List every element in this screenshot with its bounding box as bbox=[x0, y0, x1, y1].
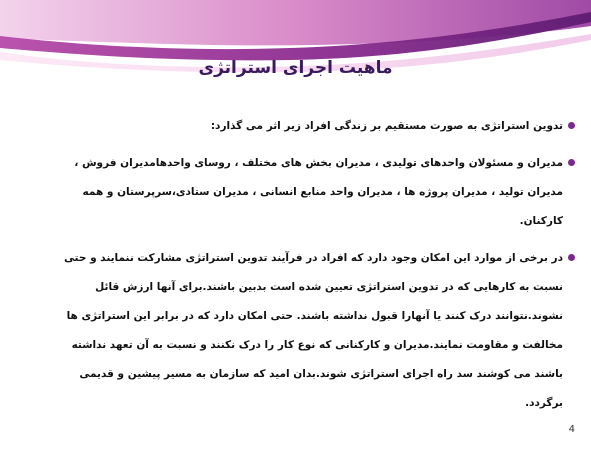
bullet-icon bbox=[568, 159, 575, 166]
bullet-text: در برخی از موارد این امکان وجود دارد که افراد در فرآیند تدوین استراتژی مشارکت ننمایند و حتی نسبت به کارهایی که در تدوین استراتژی تعیین شده است بدبین باشند.برای آنها ارزش قائل نشوند.نتوانند درک کنند یا آنهارا قبول نداشته باشند. حتی امکان دارد که در برابر این استراتژی ها مخالفت و مقاومت نمایند.مدیران و کارکنانی که نوع کار را درک نکنند و نسبت به آن تعهد نداشته باشند می کوشند سد راه اجرای استراتژی شوند.بدان امید که سازمان به مسیر پیشین و قدیمی برگردد. bbox=[63, 252, 563, 409]
page-number: 4 bbox=[568, 424, 575, 435]
bullet-item bbox=[60, 244, 575, 418]
slide-title: ماهیت اجرای استراتژی bbox=[198, 58, 393, 78]
bullet-item bbox=[60, 149, 575, 236]
bullet-text: مدیران و مسئولان واحدهای تولیدی ، مدیران بخش های مختلف ، روسای واحدهامدیران فروش ، مدیران تولید ، مدیران پروژه ها ، مدیران واحد منابع انسانی ، مدیران ستادی،سرپرستان و همه کارکنان. bbox=[74, 157, 563, 227]
bullet-icon bbox=[568, 254, 575, 261]
bullet-icon bbox=[568, 122, 575, 129]
bullet-item bbox=[60, 112, 575, 141]
bullet-text: تدوین استراتژی به صورت مستقیم بر زندگی افراد زیر اثر می گذارد: bbox=[210, 120, 563, 132]
slide-content bbox=[60, 112, 575, 426]
